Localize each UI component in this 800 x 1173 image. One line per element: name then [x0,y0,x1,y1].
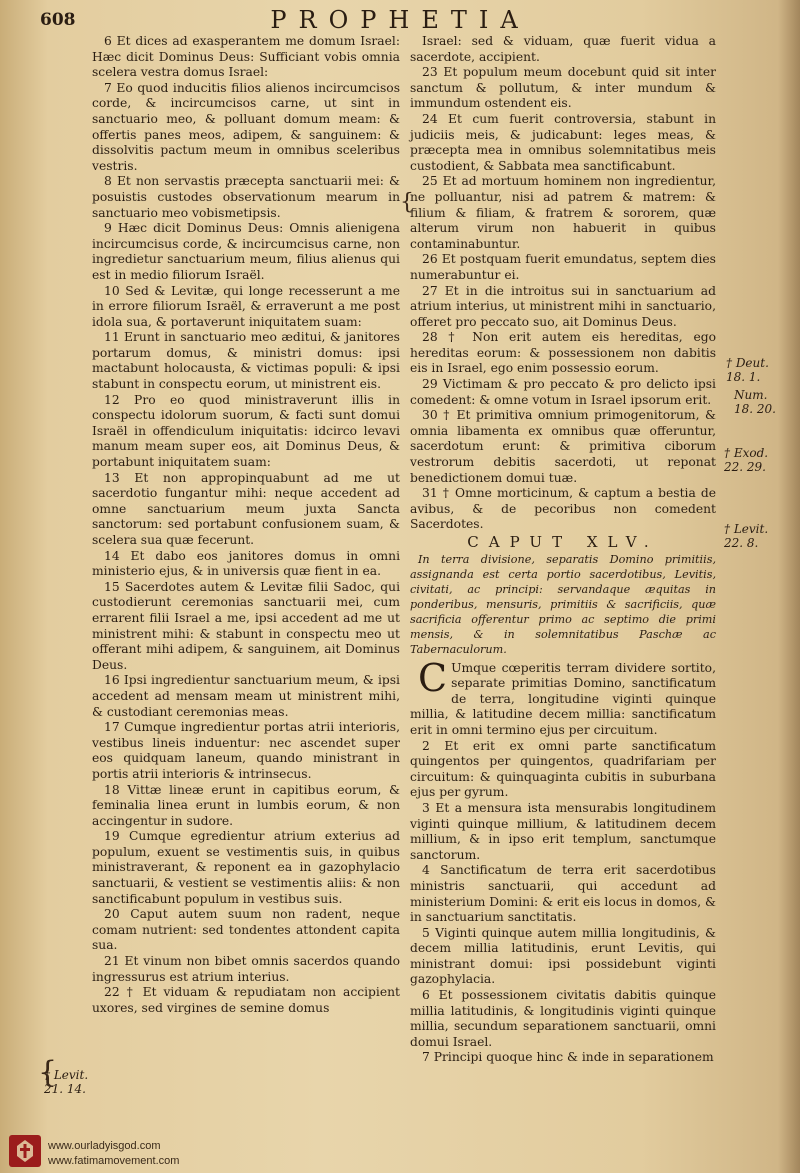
margin-note-levit-right: † Levit. 22. 8. [724,522,769,550]
site-logo-icon [8,1134,42,1168]
footer-url-2: www.fatimamovement.com [48,1155,180,1167]
verse: 6 Et possessionem civitatis dabitis quinque millia latitudinis, & longitudinis viginti quinque millia, secundum separationem sanctuarii, omni domui Israel. [410,988,716,1049]
verse: Israel: sed & viduam, quæ fuerit vidua a sacerdote, accipient. [410,34,716,64]
page-number: 608 [40,10,76,30]
verse: 29 Victimam & pro peccato & pro delicto ipsi comedent: & omne votum in Israel ipsorum erit. [410,377,716,407]
verse: 18 Vittæ lineæ erunt in capitibus eorum, & feminalia linea erunt in lumbis eorum, & non accingentur in sudore. [92,782,400,828]
verse: 13 Et non appropinquabunt ad me ut sacerdotio fungantur mihi: neque accedent ad omne sanctuarium meum juxta Sancta sanctorum: sed portabunt confusionem suam, & scelera sua quæ fecerunt. [92,470,400,547]
verse: 20 Caput autem suum non radent, neque comam nutrient: sed tondentes attondent capita sua. [92,907,400,953]
verse: 23 Et populum meum docebunt quid sit inter sanctum & pollutum, & inter mundum & immundum ostendent eis. [410,65,716,111]
page-header [30,6,770,34]
chapter-heading: CAPUT XLV. [467,533,659,551]
left-margin-bracket: { [38,1055,58,1090]
verse: 21 Et vinum non bibet omnis sacerdos quando ingressurus est atrium interius. [92,954,400,984]
verse: 3 Et a mensura ista mensurabis longitudinem viginti quinque millium, & latitudinem decem millium, & in ipso erit templum, sanctumque sanctorum. [410,800,716,862]
verse: 5 Viginti quinque autem millia longitudinis, & decem millia latitudinis, erunt Levitis, qui ministrant domui: ipsi possidebunt viginti gazophylacia. [410,925,716,987]
verse: 30 † Et primitiva omnium primogenitorum, & omnia libamenta ex omnibus quæ offeruntur, sacerdotum erunt: & primitiva ciborum vestrorum debitis sacerdoti, ut reponat benedictionem domui tuæ. [410,408,716,485]
chapter-summary: In terra divisione, separatis Domino primitiis, assignanda est certa portio sacerdotibus, Levitis, civitati, ac principi: servandaque æquitas in ponderibus, mensuris, primitiis & sacrificiis, quæ sacrificia offerentur primo ac septimo die primi mensis, & in solemnitatibus Paschæ ac Tabernaculorum. [410,552,716,656]
verse: 26 Et postquam fuerit emundatus, septem dies numerabuntur ei. [410,252,716,282]
verse: 6 Et dices ad exasperantem me domum Israel: Hæc dicit Dominus Deus: Sufficiant vobis omnia scelera vestra domus Israel: [92,34,400,80]
drop-capital: C [418,655,448,700]
verse: 2 Et erit ex omni parte sanctificatum quingentos per quingentos, quadrifariam per circuitum: & quinquaginta cubitis in suburbana ejus per gyrum. [410,738,716,800]
verse: 11 Erunt in sanctuario meo æditui, & janitores portarum domus, & ministri domus: ipsi mactabunt holocausta, & victimas populi: & ipsi stabunt in conspectu eorum, ut ministrent eis. [92,330,400,392]
verse: 27 Et in die introitus sui in sanctuarium ad atrium interius, ut ministrent mihi in sanctuario, offeret pro peccato suo, ait Dominus Deus. [410,283,716,329]
verse: 25 Et ad mortuum hominem non ingredientur, ne polluantur, nisi ad patrem & matrem: & filium & filiam, & fratrem & sororem, quæ alterum virum non habuerit in quibus contaminabuntur. [410,174,716,251]
margin-note-num: Num. 18. 20. [734,388,776,416]
verse: 4 Sanctificatum de terra erit sacerdotibus ministris sanctuarii, qui accedunt ad ministerium Domini: & erit eis locus in domos, & in sanctuarium sanctitatis. [410,863,716,925]
verse: 9 Hæc dicit Dominus Deus: Omnis alienigena incircumcisus corde, & incircumcisus carne, non ingredietur sanctuarium meum, filius alienus qui est in medio filiorum Israël. [92,221,400,282]
verse: 28 † Non erit autem eis hereditas, ego hereditas eorum: & possessionem non dabitis eis in Israel, ego enim possessio eorum. [410,330,716,376]
footer-url-1: www.ourladyisgod.com [48,1140,161,1152]
margin-note-levit-left: † Levit. 21. 14. [44,1068,89,1096]
chapter-first-verse [410,655,716,739]
verse: 16 Ipsi ingredientur sanctuarium meum, & ipsi accedent ad mensam meam ut ministrent mihi, & custodiant ceremonias meas. [92,673,400,719]
verse: 22 † Et viduam & repudiatam non accipient uxores, sed virgines de semine domus [92,985,400,1015]
margin-note-exod: † Exod. 22. 29. [724,446,769,474]
chapter-verses [410,739,716,1066]
first-verse-text: Umque cœperitis terram dividere sortito, separate primitias Domino, sanctificatum de terra, longitudine viginti quinque millia, & latitudine decem millia: sanctificatum erit in omni termino ejus per circuitum. [410,660,716,737]
left-column [92,34,400,1016]
verse: 17 Cumque ingredientur portas atrii interioris, vestibus lineis induentur: nec ascendet super eos quidquam laneum, quando ministrant in portis atrii interioris & intrinsecus. [92,720,400,781]
verse: 8 Et non servastis præcepta sanctuarii mei: & posuistis custodes observationum mearum in sanctuario meo vobismetipsis. [92,174,400,220]
right-column [410,34,716,1066]
margin-note-deut: † Deut. 18. 1. [726,356,769,384]
column-bracket: { [400,190,414,215]
verse: 19 Cumque egredientur atrium exterius ad populum, exuent se vestimentis suis, in quibus ministraverant, & reponent ea in gazophylacio sanctuarii, & vestient se vestimentis aliis: & non sanctificabunt populum in vestibus suis. [92,829,400,906]
page-edge-shadow [778,0,800,1173]
verse: 15 Sacerdotes autem & Levitæ filii Sadoc, qui custodierunt ceremonias sanctuarii mei, cum errarent filii Israel a me, ipsi accedent ad me ut ministrent mihi: & stabunt in conspectu meo ut offerant mihi adipem, & sanguinem, ait Dominus Deus. [92,579,400,672]
verse: 7 Principi quoque hinc & inde in separationem [422,1050,714,1065]
verse: 14 Et dabo eos janitores domus in omni ministerio ejus, & in universis quæ fient in ea. [92,548,400,579]
verse: 12 Pro eo quod ministraverunt illis in conspectu idolorum suorum, & facti sunt domui Israël in offendiculum iniquitatis: idcirco levavi manum meam super eos, ait Dominus Deus, & portabunt iniquitatem suam: [92,392,400,470]
verse: 24 Et cum fuerit controversia, stabunt in judiciis meis, & judicabunt: leges meas, & præcepta mea in omnibus solemnitatibus meis custodient, & Sabbata mea sanctificabunt. [410,111,716,173]
verse: 10 Sed & Levitæ, qui longe recesserunt a me in errore filiorum Israël, & erraverunt a me post idola sua, & portaverunt iniquitatem suam: [92,283,400,329]
right-column-verses [410,34,716,533]
verse: 31 † Omne morticinum, & captum a bestia de avibus, & de pecoribus non comedent Sacerdotes. [410,486,716,532]
running-title: PROPHETIA [270,6,530,34]
verse: 7 Eo quod inducitis filios alienos incircumcisos corde, & incircumcisos carne, ut sint in sanctuario meo, & polluant domum meam: & offertis panes meos, adipem, & sanguinem: & dissolvitis pactum meum in omnibus sceleribus vestris. [92,80,400,173]
